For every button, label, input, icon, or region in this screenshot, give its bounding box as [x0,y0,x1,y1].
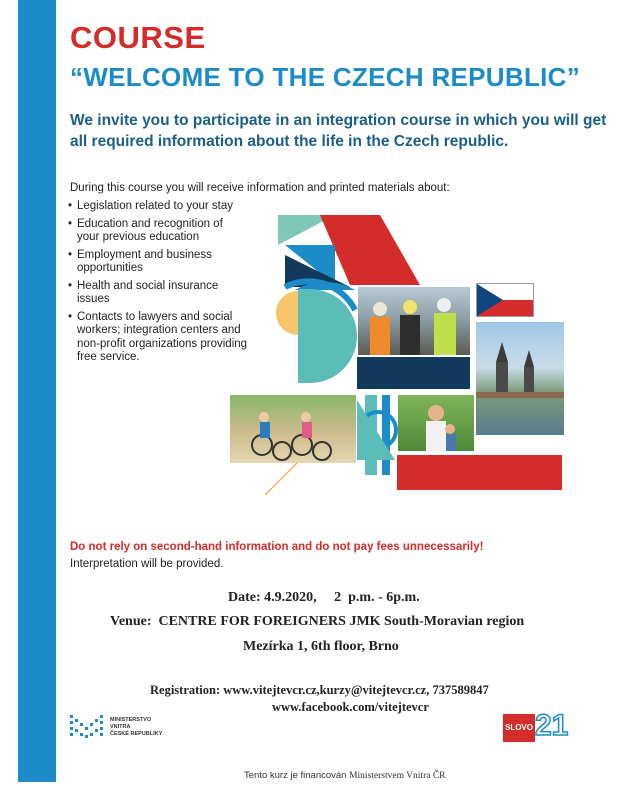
family-photo [398,395,474,451]
warning-text: Do not rely on second-hand information and do not pay fees unnecessarily! [70,541,484,553]
slovo-label: SLOVO [503,714,535,742]
blue-bar-right [382,395,390,475]
cyclists-figures [230,395,356,463]
topic-item: • Education and recognition of your previous education [68,218,248,245]
topic-item: • Health and social insurance issues [68,280,248,307]
czech-flag [476,283,534,317]
yellow-half-circle [276,291,298,335]
family-figures [398,395,474,451]
topic-item: • Contacts to lawyers and social workers; integration centers and non-profit organizations providing free service. [68,311,248,365]
ministry-name [110,717,170,738]
slovo21-logo [503,709,573,745]
ministry-line2: ČESKÉ REPUBLIKY [110,731,163,737]
intro-text: We invite you to participate in an integration course in which you will get all required information about the life in the Czech republic. [70,112,607,150]
event-date: Date: 4.9.2020, 2 p.m. - 6p.m. [228,590,420,605]
course-name: “WELCOME TO THE CZECH REPUBLIC” [70,62,581,92]
slovo-number: 21 [535,709,569,742]
topic-item: • Employment and business opportunities [68,249,248,276]
red-bottom-bar [397,455,562,490]
prague-skyline [476,322,564,435]
workers-figures [358,287,470,355]
ministry-logo [70,709,170,741]
ministry-line1: MINISTERSTVO VNITRA [110,717,152,730]
footer-ministry: Ministerstvem Vnitra ČR [349,771,446,781]
course-title: COURSE [70,20,206,55]
event-venue: Venue: CENTRE FOR FOREIGNERS JMK South-Moravian region [110,614,525,629]
navy-bar [357,357,470,389]
interpretation-text: Interpretation will be provided. [70,558,224,570]
registration-info[interactable]: Registration: www.vitejtevcr.cz,kurzy@vitejtevcr.cz, 737589847 [150,683,489,697]
topic-item: • Legislation related to your stay [68,200,248,214]
topics-intro: During this course you will receive information and printed materials about: [70,182,450,194]
footer-text: Tento kurz je financován [244,770,350,781]
photo-collage [230,215,570,500]
funding-footer [244,770,446,781]
ministry-emblem-icon [70,709,106,741]
cyclists-photo [230,395,356,463]
topics-list [68,200,248,369]
facebook-link[interactable]: www.facebook.com/vitejtevcr [272,700,429,714]
flag-graphic [477,284,533,316]
left-blue-bar [18,0,56,782]
left-bar-foot [18,770,32,780]
prague-photo [476,322,564,435]
workers-photo [358,287,470,355]
event-address: Mezírka 1, 6th floor, Brno [243,639,399,654]
